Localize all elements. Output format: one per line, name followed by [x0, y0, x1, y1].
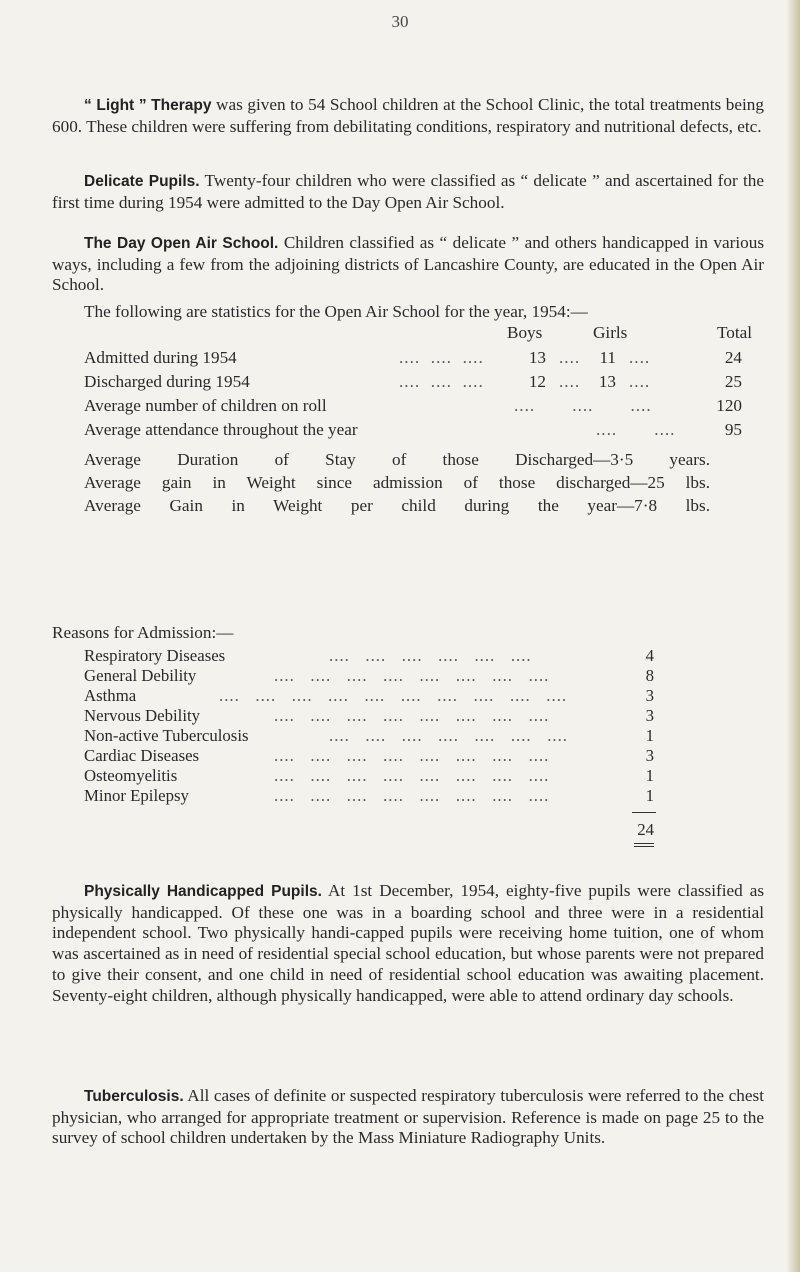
leader-dots: ....: [559, 372, 581, 391]
leader-dots: ....: [559, 348, 581, 367]
reason-row: [84, 726, 654, 746]
stat-row-admitted: [84, 348, 764, 370]
physically-handicapped-paragraph: [52, 881, 764, 1006]
leader-dots: .... .... .... .... .... .... .... ....: [274, 766, 550, 785]
delicate-pupils-heading: Delicate Pupils.: [84, 173, 200, 190]
stat-label: Average attendance throughout the year: [84, 420, 358, 439]
reason-row: [84, 786, 654, 806]
reason-count: 4: [645, 646, 654, 665]
stat-row-discharged: [84, 372, 764, 394]
leader-dots: .... .... .... .... .... .... .... ....: [274, 746, 550, 765]
reason-label: Minor Epilepsy: [84, 786, 189, 805]
average-duration-line: Average Duration of Stay of those Discharged—3·5 years.: [84, 450, 710, 469]
reason-label: Cardiac Diseases: [84, 746, 200, 765]
reason-row: [84, 666, 654, 686]
reasons-total: 24: [637, 820, 654, 839]
stat-boys: 12: [528, 372, 546, 391]
light-therapy-text: was given to 54 School children at the School Clinic, the total treatments being 600. These children were suffering from debilitating conditions, respiratory and nutritional defects, etc.: [52, 95, 764, 136]
page-number: 30: [391, 12, 409, 31]
double-rule-top: [634, 843, 654, 844]
reason-row: [84, 686, 654, 706]
day-open-air-paragraph: [52, 233, 764, 296]
stat-girls: 11: [599, 348, 616, 367]
reason-count: 1: [645, 766, 654, 785]
page-edge-shadow: [786, 0, 800, 1272]
leader-dots: .... .... ....: [514, 396, 652, 415]
leader-dots: .... .... ....: [399, 372, 484, 391]
delicate-pupils-paragraph: [52, 171, 764, 213]
average-gain-since-admission-line: Average gain in Weight since admission of those discharged—25 lbs.: [84, 473, 710, 492]
leader-dots: .... .... .... .... .... .... ....: [329, 726, 568, 745]
average-gain-per-year-line: Average Gain in Weight per child during the year—7·8 lbs.: [84, 496, 710, 515]
reason-label: Asthma: [84, 686, 137, 705]
reason-row: [84, 706, 654, 726]
column-header-boys: Boys: [507, 323, 543, 342]
reason-count: 3: [645, 686, 654, 705]
double-rule-bottom: [634, 846, 654, 847]
stat-label: Discharged during 1954: [84, 372, 250, 391]
reason-count: 1: [645, 726, 654, 745]
leader-dots: .... .... .... .... .... .... .... ....: [274, 706, 550, 725]
sum-rule: [632, 812, 656, 813]
tuberculosis-heading: Tuberculosis.: [84, 1088, 184, 1105]
reason-row: [84, 766, 654, 786]
reason-count: 8: [645, 666, 654, 685]
statistics-intro: The following are statistics for the Open Air School for the year, 1954:—: [84, 302, 588, 321]
stat-total: 95: [724, 420, 742, 439]
reason-count: 3: [645, 746, 654, 765]
day-open-air-text: Children classified as “ delicate ” and others handicapped in various ways, including a few from the adjoining districts of Lancashire County, are educated in the Open Air School.: [52, 233, 765, 294]
stat-total: 24: [724, 348, 742, 367]
stat-row-average-attendance: [84, 420, 764, 442]
light-therapy-heading: “ Light ” Therapy: [84, 97, 212, 114]
column-header-total: Total: [717, 323, 753, 342]
leader-dots: ....: [629, 372, 651, 391]
leader-dots: .... .... .... .... .... .... .... .... .... ....: [219, 686, 568, 705]
reason-count: 3: [645, 706, 654, 725]
day-open-air-heading: The Day Open Air School.: [84, 235, 279, 252]
reason-label: Nervous Debility: [84, 706, 201, 725]
reason-row: [84, 646, 654, 666]
reasons-heading: Reasons for Admission:—: [52, 623, 234, 642]
leader-dots: .... ....: [596, 420, 676, 439]
stat-label: Admitted during 1954: [84, 348, 237, 367]
reason-row: [84, 746, 654, 766]
reason-count: 1: [645, 786, 654, 805]
tuberculosis-paragraph: [52, 1086, 764, 1149]
reason-label: General Debility: [84, 666, 197, 685]
leader-dots: .... .... .... .... .... .... .... ....: [274, 666, 550, 685]
stat-row-average-roll: [84, 396, 764, 418]
delicate-pupils-text: Twenty-four children who were classified as “ delicate ” and ascertained for the first time during 1954 were admitted to the Day Open Air School.: [52, 171, 764, 212]
light-therapy-paragraph: [52, 95, 764, 137]
stat-total: 25: [724, 372, 742, 391]
column-header-girls: Girls: [593, 323, 628, 342]
physically-handicapped-text: At 1st December, 1954, eighty-five pupils were classified as physically handicapped. Of these one was in a boarding school and three were in a residential independent school. Two physically handi-capped pupils were receiving home tuition, one of whom was ascertained as in need of residential special school education, but whose parents were not prepared to give their consent, and one child in need of residential school education was awaiting placement. Seventy-eight children, although physically handicapped, were able to attend ordinary day schools.: [52, 881, 765, 1005]
leader-dots: .... .... .... .... .... .... .... ....: [274, 786, 550, 805]
stat-label: Average number of children on roll: [84, 396, 327, 415]
leader-dots: .... .... .... .... .... ....: [329, 646, 532, 665]
reason-label: Respiratory Diseases: [84, 646, 226, 665]
stat-boys: 13: [528, 348, 546, 367]
leader-dots: ....: [629, 348, 651, 367]
leader-dots: .... .... ....: [399, 348, 484, 367]
reason-label: Non-active Tuberculosis: [84, 726, 249, 745]
tuberculosis-text: All cases of definite or suspected respiratory tuberculosis were referred to the chest physician, who arranged for appropriate treatment or supervision. Reference is made on page 25 to the survey of school children undertaken by the Mass Miniature Radiography Units.: [52, 1086, 764, 1148]
stat-girls: 13: [598, 372, 616, 391]
reason-label: Osteomyelitis: [84, 766, 178, 785]
physically-handicapped-heading: Physically Handicapped Pupils.: [84, 883, 322, 900]
stat-total: 120: [716, 396, 742, 415]
